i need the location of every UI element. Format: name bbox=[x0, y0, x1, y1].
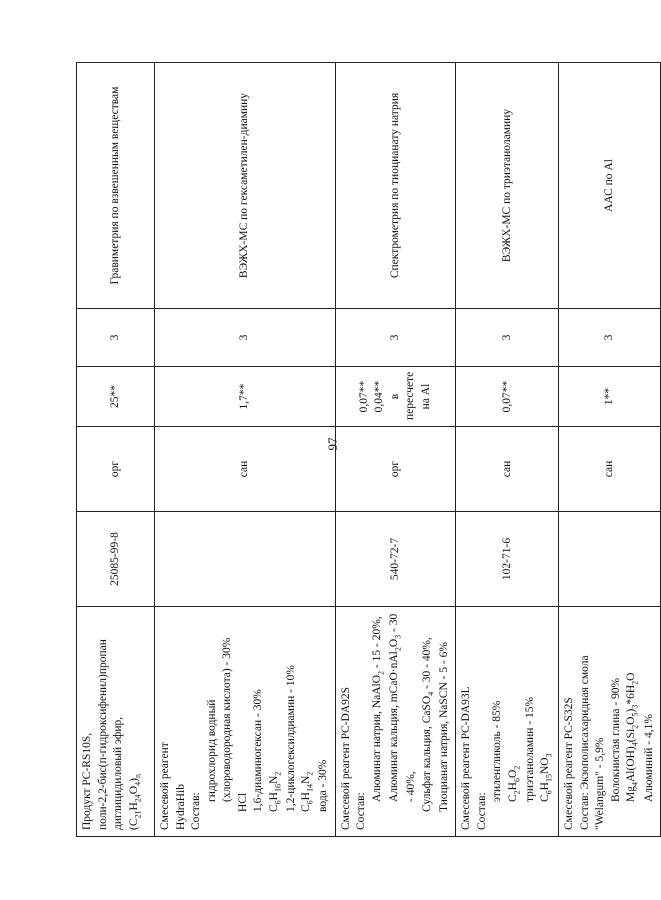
hazard-cell: 3 bbox=[77, 309, 155, 367]
hazard-cell: 3 bbox=[559, 309, 661, 367]
cas-cell: 540-72-7 bbox=[335, 512, 455, 607]
value-line: 0,07** bbox=[357, 380, 370, 413]
method-cell: ВЭЖХ-МС по гексаметилен-диамину bbox=[155, 63, 336, 309]
product-title-line: Состав: bbox=[190, 792, 203, 830]
product-title-line: Состав: bbox=[475, 792, 488, 830]
component-formula: $Mg_4Al(OH)_4(Si_2O_5)_3*6H_2O$ bbox=[625, 672, 640, 802]
component-line: Алюминий - 4,1% bbox=[642, 714, 655, 802]
component-line: Волокнистая глина - 90% bbox=[609, 677, 622, 802]
product-title-line: Состав: bbox=[355, 792, 368, 830]
table-row bbox=[559, 63, 661, 837]
value-cell bbox=[335, 367, 455, 427]
class-cell: сан bbox=[155, 427, 336, 512]
class-cell: орг bbox=[335, 427, 455, 512]
cas-cell bbox=[559, 512, 661, 607]
product-title-line: Смесевой реагент PC-DA92S bbox=[339, 686, 352, 830]
class-cell: сан bbox=[456, 427, 559, 512]
component-line: гидрохлорид водный (хлороводородная кислота) - 30% bbox=[205, 637, 234, 802]
component-formula: $C_6H_{14}N_2$ bbox=[300, 771, 315, 812]
hazard-cell: 3 bbox=[456, 309, 559, 367]
component-line: Сульфат кальция, CaSO$_4$ - 30 - 40%, bbox=[420, 637, 435, 812]
product-cell bbox=[77, 607, 155, 837]
table-row bbox=[77, 63, 155, 837]
product-title-line: Смесевой реагент PC-DA93L bbox=[460, 686, 473, 830]
product-title-line: HydraHib bbox=[174, 784, 187, 830]
component-formula: $C_6H_{15}NO_3$ bbox=[539, 753, 554, 802]
page-number: 97 bbox=[325, 437, 340, 451]
table-row bbox=[155, 63, 336, 837]
cas-cell bbox=[155, 512, 336, 607]
component-line: этиленгликоль - 85% bbox=[491, 700, 504, 802]
product-title-line bbox=[578, 613, 609, 830]
component-line: триэтаноламин - 15% bbox=[523, 696, 536, 802]
component-line: Тиоцианат натрия, NaSCN - 5 - 6% bbox=[437, 641, 450, 812]
method-cell: ВЭЖХ-МС по триэтаноламину bbox=[456, 63, 559, 309]
value-cell: 1,7** bbox=[155, 367, 336, 427]
component-line: 1,6-диаминогексан - 30% bbox=[252, 689, 265, 812]
component-line: 1,2-циклогексилдиамин - 10% bbox=[284, 665, 297, 812]
product-formula: $(C_{21}H_{24}O_4)_n$ bbox=[127, 774, 142, 830]
product-cell bbox=[335, 607, 455, 837]
product-line: поли-2,2-бис(п-гидроксифенил)пропан диглицидиловый эфир, bbox=[96, 639, 125, 830]
component-line: Экзополисахаридная смола "Welangum" - 5,9% bbox=[578, 655, 607, 830]
class-cell: орг bbox=[77, 427, 155, 512]
value-line: 0,04** bbox=[373, 380, 386, 413]
product-title-line: Смесевой реагент PC-S32S bbox=[563, 697, 576, 830]
hazard-cell: 3 bbox=[155, 309, 336, 367]
value-cell: 1** bbox=[559, 367, 661, 427]
table-row bbox=[456, 63, 559, 837]
value-line: на Al bbox=[419, 383, 432, 410]
cas-cell: 102-71-6 bbox=[456, 512, 559, 607]
hazard-cell: 3 bbox=[335, 309, 455, 367]
substances-table bbox=[76, 62, 661, 837]
value-cell: 25** bbox=[77, 367, 155, 427]
table-row bbox=[335, 63, 455, 837]
method-cell: Гравиметрия по взвешенным веществам bbox=[77, 63, 155, 309]
component-line: вода - 30% bbox=[317, 759, 330, 812]
value-line: в пересчете bbox=[388, 371, 417, 420]
component-formula: $C_2H_6O_2$ bbox=[506, 765, 522, 802]
product-title-line: Смесевой реагент bbox=[159, 742, 171, 830]
component-line: HCl bbox=[236, 792, 249, 812]
product-cell bbox=[456, 607, 559, 837]
product-line: Продукт PC-RS10S, bbox=[81, 732, 93, 830]
composition-label: Состав: bbox=[578, 792, 591, 830]
method-cell: ААС по Al bbox=[559, 63, 661, 309]
rotated-table-wrapper bbox=[76, 63, 655, 837]
class-cell: сан bbox=[559, 427, 661, 512]
cas-cell: 25085-99-8 bbox=[77, 512, 155, 607]
method-cell: Спектрометрия по тиоцианату натрия bbox=[335, 63, 455, 309]
component-formula: $C_6H_{16}N_2$ bbox=[267, 771, 282, 812]
component-line: Алюминат натрия, NaAlO$_2$ - 15 - 20%, bbox=[370, 616, 386, 802]
component-line: Алюминат кальция, $mCaO\cdot nAl_2O_3 - 30 - 40\%$, bbox=[387, 613, 418, 802]
product-cell bbox=[559, 607, 661, 837]
value-cell: 0,07** bbox=[456, 367, 559, 427]
product-cell bbox=[155, 607, 336, 837]
